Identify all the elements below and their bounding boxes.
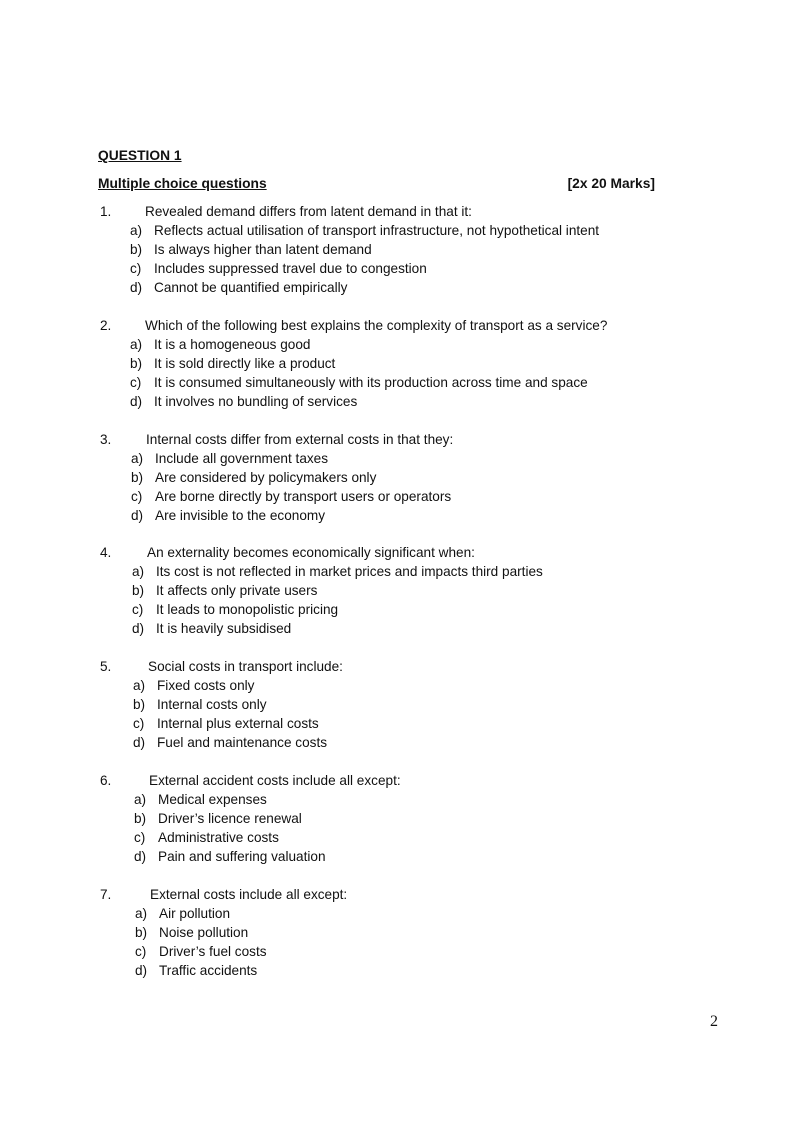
option-text: It is consumed simultaneously with its production across time and space	[154, 375, 588, 390]
option-item	[135, 923, 267, 942]
option-text: Pain and suffering valuation	[158, 849, 326, 864]
marks-label: [2x 20 Marks]	[567, 176, 655, 191]
option-letter: c)	[131, 489, 143, 504]
option-letter: b)	[132, 583, 145, 598]
option-text: Internal costs only	[157, 697, 267, 712]
option-letter: b)	[133, 697, 146, 712]
option-letter: a)	[130, 337, 143, 352]
option-text: Reflects actual utilisation of transport infrastructure, not hypothetical intent	[154, 223, 600, 238]
option-item	[130, 259, 599, 278]
option-letter: a)	[132, 564, 145, 579]
option-text: Fixed costs only	[157, 678, 255, 693]
option-text: Medical expenses	[158, 792, 267, 807]
option-letter: c)	[132, 602, 144, 617]
question-text: Revealed demand differs from latent demand in that it:	[145, 204, 472, 219]
option-text: Internal plus external costs	[157, 716, 319, 731]
option-text: Fuel and maintenance costs	[157, 735, 328, 750]
option-letter: b)	[134, 811, 147, 826]
option-text: Traffic accidents	[159, 963, 258, 978]
option-letter: c)	[134, 830, 146, 845]
option-item	[133, 733, 327, 752]
question-number: 2.	[100, 318, 112, 333]
options-list	[134, 790, 326, 866]
option-item	[132, 562, 543, 581]
page-number: 2	[710, 1013, 718, 1030]
option-text: It leads to monopolistic pricing	[156, 602, 339, 617]
option-item	[132, 600, 543, 619]
option-item	[130, 240, 599, 259]
option-text: Driver’s fuel costs	[159, 944, 267, 959]
options-list	[130, 335, 588, 411]
option-letter: d)	[132, 621, 145, 636]
option-item	[135, 961, 267, 980]
option-item	[133, 676, 327, 695]
question-text: Which of the following best explains the complexity of transport as a service?	[145, 318, 608, 333]
question-number: 5.	[100, 659, 112, 674]
option-text: Noise pollution	[159, 925, 249, 940]
options-list	[135, 904, 267, 980]
option-item	[133, 695, 327, 714]
option-item	[135, 942, 267, 961]
option-item	[131, 449, 451, 468]
option-letter: a)	[133, 678, 146, 693]
option-letter: b)	[135, 925, 148, 940]
option-text: It affects only private users	[156, 583, 318, 598]
option-item	[133, 714, 327, 733]
option-letter: d)	[130, 394, 143, 409]
option-text: Driver’s licence renewal	[158, 811, 302, 826]
option-text: Are borne directly by transport users or operators	[155, 489, 452, 504]
option-item	[130, 373, 588, 392]
option-item	[132, 619, 543, 638]
question-number: 7.	[100, 887, 112, 902]
option-item	[134, 790, 326, 809]
option-letter: a)	[131, 451, 144, 466]
option-item	[130, 354, 588, 373]
option-letter: c)	[135, 944, 147, 959]
question-number: 6.	[100, 773, 112, 788]
option-text: Air pollution	[159, 906, 231, 921]
question-text: An externality becomes economically significant when:	[147, 545, 475, 560]
option-text: Includes suppressed travel due to congestion	[154, 261, 427, 276]
question-text: External costs include all except:	[150, 887, 348, 902]
option-letter: b)	[130, 242, 143, 257]
section-subheading: Multiple choice questions	[98, 176, 267, 191]
option-text: Are considered by policymakers only	[155, 470, 377, 485]
option-item	[135, 904, 267, 923]
options-list	[131, 449, 451, 525]
question-heading: QUESTION 1	[98, 148, 182, 163]
option-item	[131, 487, 451, 506]
option-text: Is always higher than latent demand	[154, 242, 372, 257]
option-item	[130, 335, 588, 354]
option-text: Cannot be quantified empirically	[154, 280, 348, 295]
option-item	[134, 809, 326, 828]
option-item	[131, 506, 451, 525]
question-number: 4.	[100, 545, 112, 560]
question-number: 3.	[100, 432, 112, 447]
option-item	[134, 847, 326, 866]
question-text: Internal costs differ from external costs in that they:	[146, 432, 454, 447]
option-item	[130, 221, 599, 240]
option-text: Administrative costs	[158, 830, 279, 845]
option-letter: a)	[135, 906, 148, 921]
option-letter: c)	[130, 261, 142, 276]
question-number: 1.	[100, 204, 112, 219]
option-item	[134, 828, 326, 847]
option-letter: b)	[131, 470, 144, 485]
option-item	[130, 392, 588, 411]
option-letter: d)	[130, 280, 143, 295]
option-item	[131, 468, 451, 487]
option-letter: d)	[133, 735, 146, 750]
option-item	[130, 278, 599, 297]
option-text: It is sold directly like a product	[154, 356, 336, 371]
question-text: External accident costs include all except:	[149, 773, 401, 788]
option-text: Are invisible to the economy	[155, 508, 326, 523]
option-text: It involves no bundling of services	[154, 394, 358, 409]
option-text: Include all government taxes	[155, 451, 329, 466]
option-letter: b)	[130, 356, 143, 371]
option-item	[132, 581, 543, 600]
option-letter: a)	[130, 223, 143, 238]
question-text: Social costs in transport include:	[148, 659, 343, 674]
options-list	[130, 221, 599, 297]
option-text: Its cost is not reflected in market prices and impacts third parties	[156, 564, 543, 579]
option-text: It is a homogeneous good	[154, 337, 311, 352]
option-letter: d)	[135, 963, 148, 978]
option-letter: a)	[134, 792, 147, 807]
option-text: It is heavily subsidised	[156, 621, 292, 636]
option-letter: d)	[134, 849, 147, 864]
option-letter: d)	[131, 508, 144, 523]
options-list	[132, 562, 543, 638]
options-list	[133, 676, 327, 752]
option-letter: c)	[130, 375, 142, 390]
option-letter: c)	[133, 716, 145, 731]
